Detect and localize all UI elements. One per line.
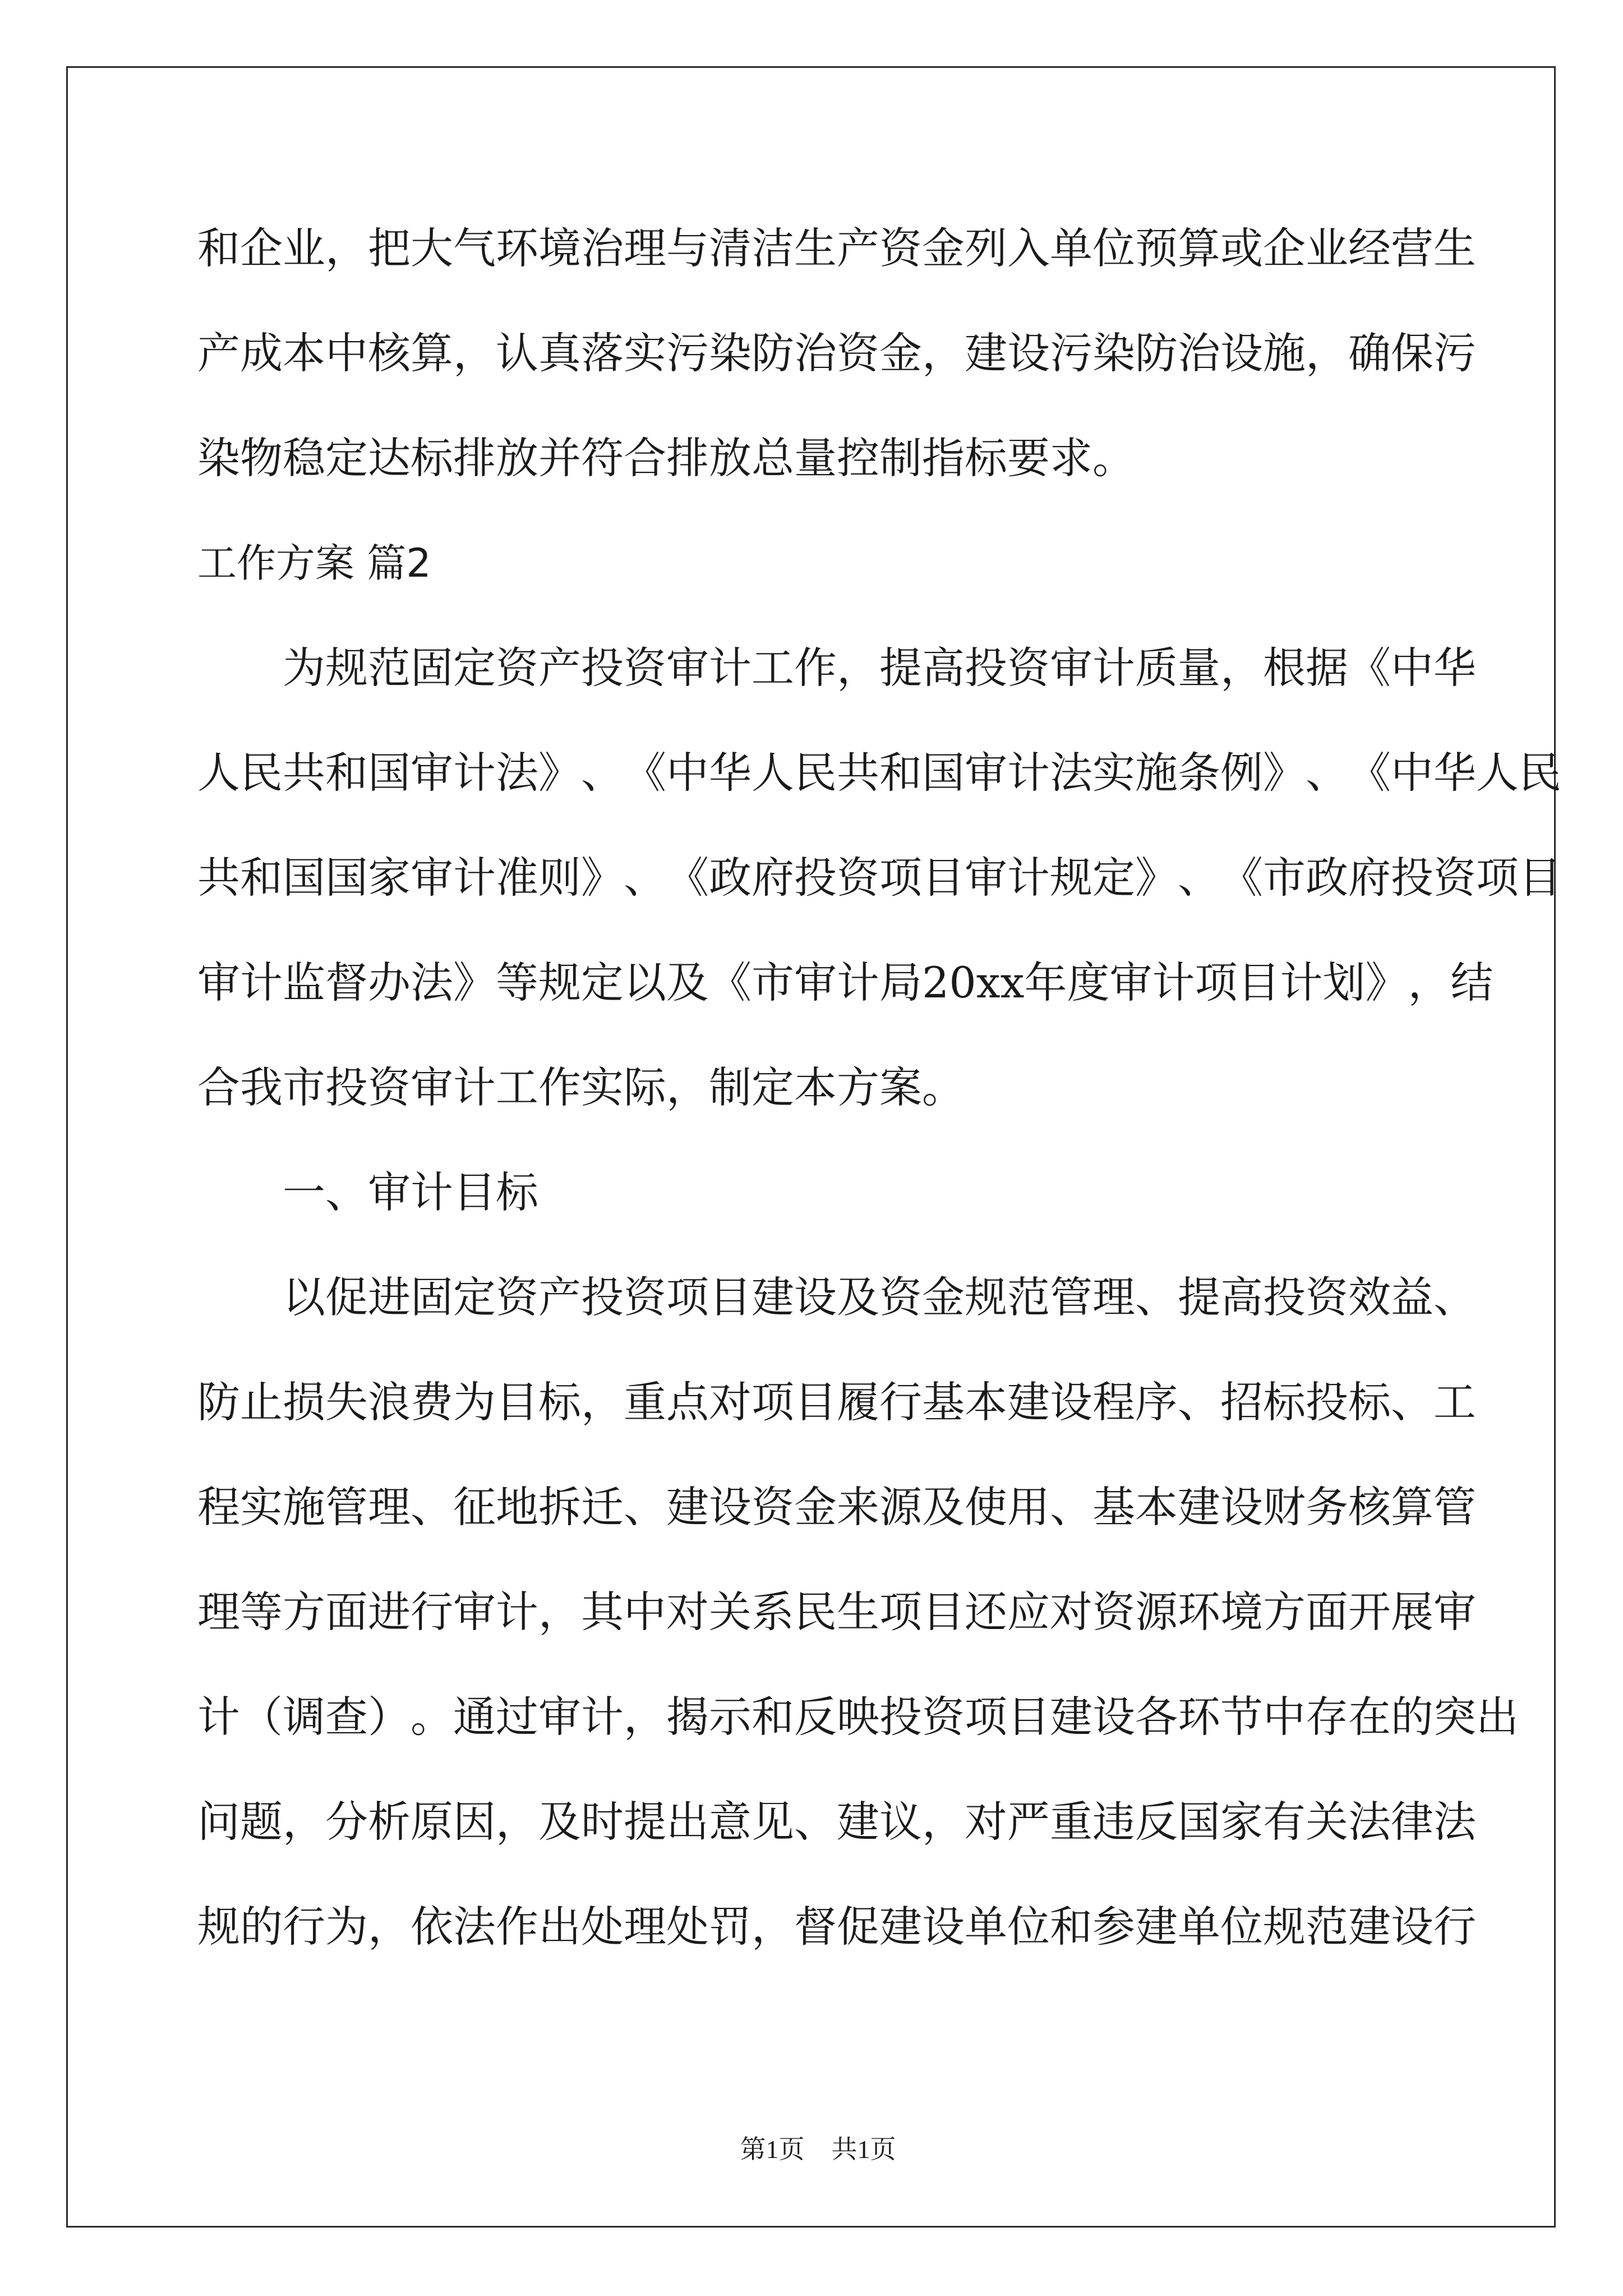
paragraph-1-line-3: 染物稳定达标排放并符合排放总量控制指标要求。 xyxy=(197,433,1135,483)
paragraph-2-line-3: 共 和 国 国 家 审 计 准 则 》 、 《 政 府 投 资 项 目 审 计 规 定 》 、 《 市 政 府 投 资 项 目 xyxy=(197,853,1561,903)
subheading: 一、审计目标 xyxy=(283,1167,538,1217)
page-number: 第1页 xyxy=(740,2135,805,2164)
paragraph-3-line-5: 计 （ 调 查 ） 。 通 过 审 计 ， 揭 示 和 反 映 投 资 项 目 建 设 各 环 节 中 存 在 的 突 出 xyxy=(197,1692,1519,1742)
paragraph-3-line-2: 防 止 损 失 浪 费 为 目 标 ， 重 点 对 项 目 履 行 基 本 建 设 程 序 、 招 标 投 标 、 工 xyxy=(197,1377,1476,1427)
paragraph-1-line-2: 产 成 本 中 核 算 ， 认 真 落 实 污 染 防 治 资 金 ， 建 设 污 染 防 治 设 施 ， 确 保 污 xyxy=(197,328,1476,378)
paragraph-2-line-5: 合我市投资审计工作实际，制定本方案。 xyxy=(197,1062,965,1112)
paragraph-3-line-1: 以 促 进 固 定 资 产 投 资 项 目 建 设 及 资 金 规 范 管 理 、 提 高 投 资 效 益 、 xyxy=(283,1272,1476,1322)
paragraph-2-line-4: 审 计 监 督 办 法 》 等 规 定 以 及 《 市 审 计 局 2 0 x x 年 度 审 计 项 目 计 划 》 ， 结 xyxy=(197,958,1493,1007)
page-footer xyxy=(0,2099,1623,2166)
paragraph-2-line-2: 人 民 共 和 国 审 计 法 》 、 《 中 华 人 民 共 和 国 审 计 法 实 施 条 例 》 、 《 中 华 人 民 xyxy=(197,748,1561,798)
paragraph-3-line-7: 规 的 行 为 ， 依 法 作 出 处 理 处 罚 ， 督 促 建 设 单 位 和 参 建 单 位 规 范 建 设 行 xyxy=(197,1902,1476,1952)
paragraph-1-line-1: 和 企 业 ， 把 大 气 环 境 治 理 与 清 洁 生 产 资 金 列 入 单 位 预 算 或 企 业 经 营 生 xyxy=(197,223,1476,273)
paragraph-2-line-1: 为 规 范 固 定 资 产 投 资 审 计 工 作 ， 提 高 投 资 审 计 质 量 ， 根 据 《 中 华 xyxy=(283,643,1476,693)
page-total: 共1页 xyxy=(831,2135,896,2164)
paragraph-3-line-3: 程 实 施 管 理 、 征 地 拆 迁 、 建 设 资 金 来 源 及 使 用 、 基 本 建 设 财 务 核 算 管 xyxy=(197,1482,1476,1532)
section-title: 工作方案 篇2 xyxy=(197,540,431,586)
paragraph-3-line-4: 理 等 方 面 进 行 审 计 ， 其 中 对 关 系 民 生 项 目 还 应 对 资 源 环 境 方 面 开 展 审 xyxy=(197,1587,1476,1637)
paragraph-3-line-6: 问 题 ， 分 析 原 因 ， 及 时 提 出 意 见 、 建 议 ， 对 严 重 违 反 国 家 有 关 法 律 法 xyxy=(197,1797,1476,1847)
